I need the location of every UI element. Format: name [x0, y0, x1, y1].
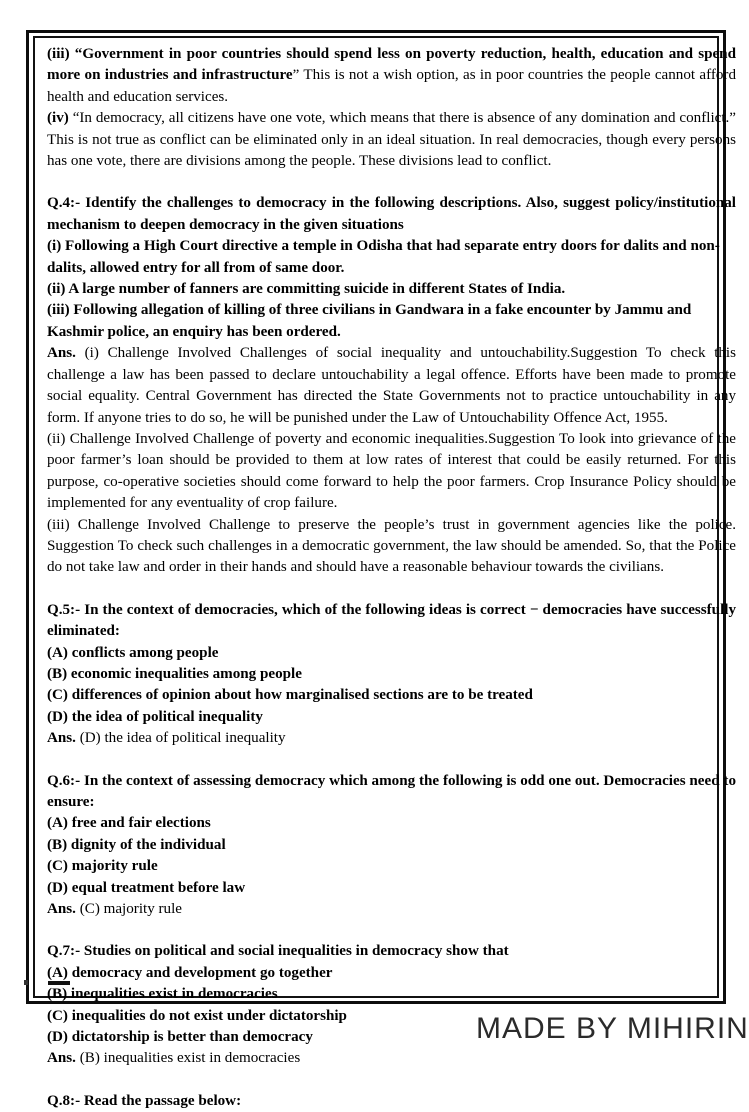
question-7-option-b: (B) inequalities exist in democracies [47, 986, 278, 1003]
question-5-heading: Q.5:- In the context of democracies, which of the following ideas is correct − democracies have successfully eliminated: [47, 601, 736, 640]
question-4-answer-i [47, 343, 736, 429]
question-7-option-a: (A) democracy and development go together [47, 964, 333, 981]
question-4-answer-ii: (ii) Challenge Involved Challenge of poverty and economic inequalities.Suggestion To look into grievance of the poor farmer’s loan should be provided to them at low rates of interest that could be easily returned. For this purpose, co-operative societies should come forward to help the poor farmers. Crop Insurance Policy should be implemented for any eventuality of crop failure. [47, 430, 736, 512]
text-column [36, 40, 736, 1112]
answer-5-text: (D) the idea of political inequality [75, 730, 286, 747]
watermark-text: MADE BY MIHIRIN [476, 1012, 749, 1045]
answer-label: Ans. [47, 901, 76, 918]
spacer [47, 1070, 736, 1091]
question-6-option-d: (D) equal treatment before law [47, 879, 246, 896]
spacer [47, 172, 736, 193]
item-iii-rest: ” This is not a wish option, as in poor countries the people cannot afford health and education services. [47, 67, 736, 105]
paragraph-item-iii [47, 44, 736, 108]
question-4-part-ii: (ii) A large number of fanners are committing suicide in different States of India. [47, 281, 566, 298]
answer-label: Ans. [47, 345, 76, 362]
question-4-heading: Q.4:- Identify the challenges to democracy in the following descriptions. Also, suggest policy/institutional mechanism to deepen democracy in the given situations [47, 195, 736, 233]
item-iv-marker: (iv) [47, 110, 73, 127]
question-6-heading: Q.6:- In the context of assessing democracy which among the following is odd one out. Democracies need to ensure: [47, 772, 736, 810]
question-6-option-c: (C) majority rule [47, 858, 158, 875]
question-5-answer [47, 728, 736, 749]
item-iii-bold-quote: “Government in poor countries should spend less on poverty reduction, health, education and spend more on industries and infrastructure [47, 46, 736, 84]
scan-artifact-dot [24, 980, 28, 985]
question-4-part-iii: (iii) Following allegation of killing of three civilians in Gandwara in a fake encounter by Jammu and Kashmir police, an enquiry has been ordered. [47, 302, 692, 340]
paragraph-item-iv [47, 108, 736, 172]
question-5-option-d: (D) the idea of political inequality [47, 708, 263, 725]
question-7-option-c: (C) inequalities do not exist under dictatorship [47, 1007, 347, 1024]
spacer [47, 920, 736, 941]
question-7-answer [47, 1048, 736, 1069]
question-6-option-a: (A) free and fair elections [47, 815, 211, 832]
question-7-heading: Q.7:- Studies on political and social inequalities in democracy show that [47, 943, 509, 960]
question-8-heading: Q.8:- Read the passage below: [47, 1092, 242, 1109]
scan-artifact-tick [48, 981, 70, 985]
question-6-option-b: (B) dignity of the individual [47, 836, 226, 853]
question-5-option-b: (B) economic inequalities among people [47, 665, 302, 682]
answer-label: Ans. [47, 1050, 76, 1067]
item-iii-marker: (iii) [47, 46, 75, 62]
answer-label: Ans. [47, 730, 76, 747]
question-5-option-c: (C) differences of opinion about how marginalised sections are to be treated [47, 687, 533, 704]
question-7-option-d: (D) dictatorship is better than democracy [47, 1029, 313, 1046]
question-4-answer-iii: (iii) Challenge Involved Challenge to preserve the people’s trust in government agencies like the police. Suggestion To check such challenges in a democratic government, the law should be amended. So, that the Police do not take law and order in their hands and should have a reasonable behaviour towards the civilians. [47, 516, 736, 576]
spacer [47, 579, 736, 600]
item-iv-text: “In democracy, all citizens have one vote, which means that there is absence of any domination and conflict.” This is not true as conflict can be eliminated only in an ideal situation. In real democracies, though every persons has one vote, there are divisions among the people. These divisions lead to conflict. [47, 110, 736, 170]
question-4-part-i: (i) Following a High Court directive a temple in Odisha that had separate entry doors for dalits and non-dalits, allowed entry for all from of same door. [47, 238, 720, 276]
question-6-answer [47, 899, 736, 920]
question-5-option-a: (A) conflicts among people [47, 644, 219, 661]
answer-6-text: (C) majority rule [75, 901, 182, 918]
spacer [47, 750, 736, 771]
answer-4-text-i: (i) Challenge Involved Challenges of social inequality and untouchability.Suggestion To check this challenge a law has been passed to declare untouchability a legal offence. Efforts have been made to promote social equality. Central Government has directed the State Governments not to practice untouchability in any form. If anyone tries to do so, he will be punished under the Law of Untouchability Offence Act, 1955. [47, 345, 736, 426]
answer-7-text: (B) inequalities exist in democracies [75, 1050, 301, 1067]
